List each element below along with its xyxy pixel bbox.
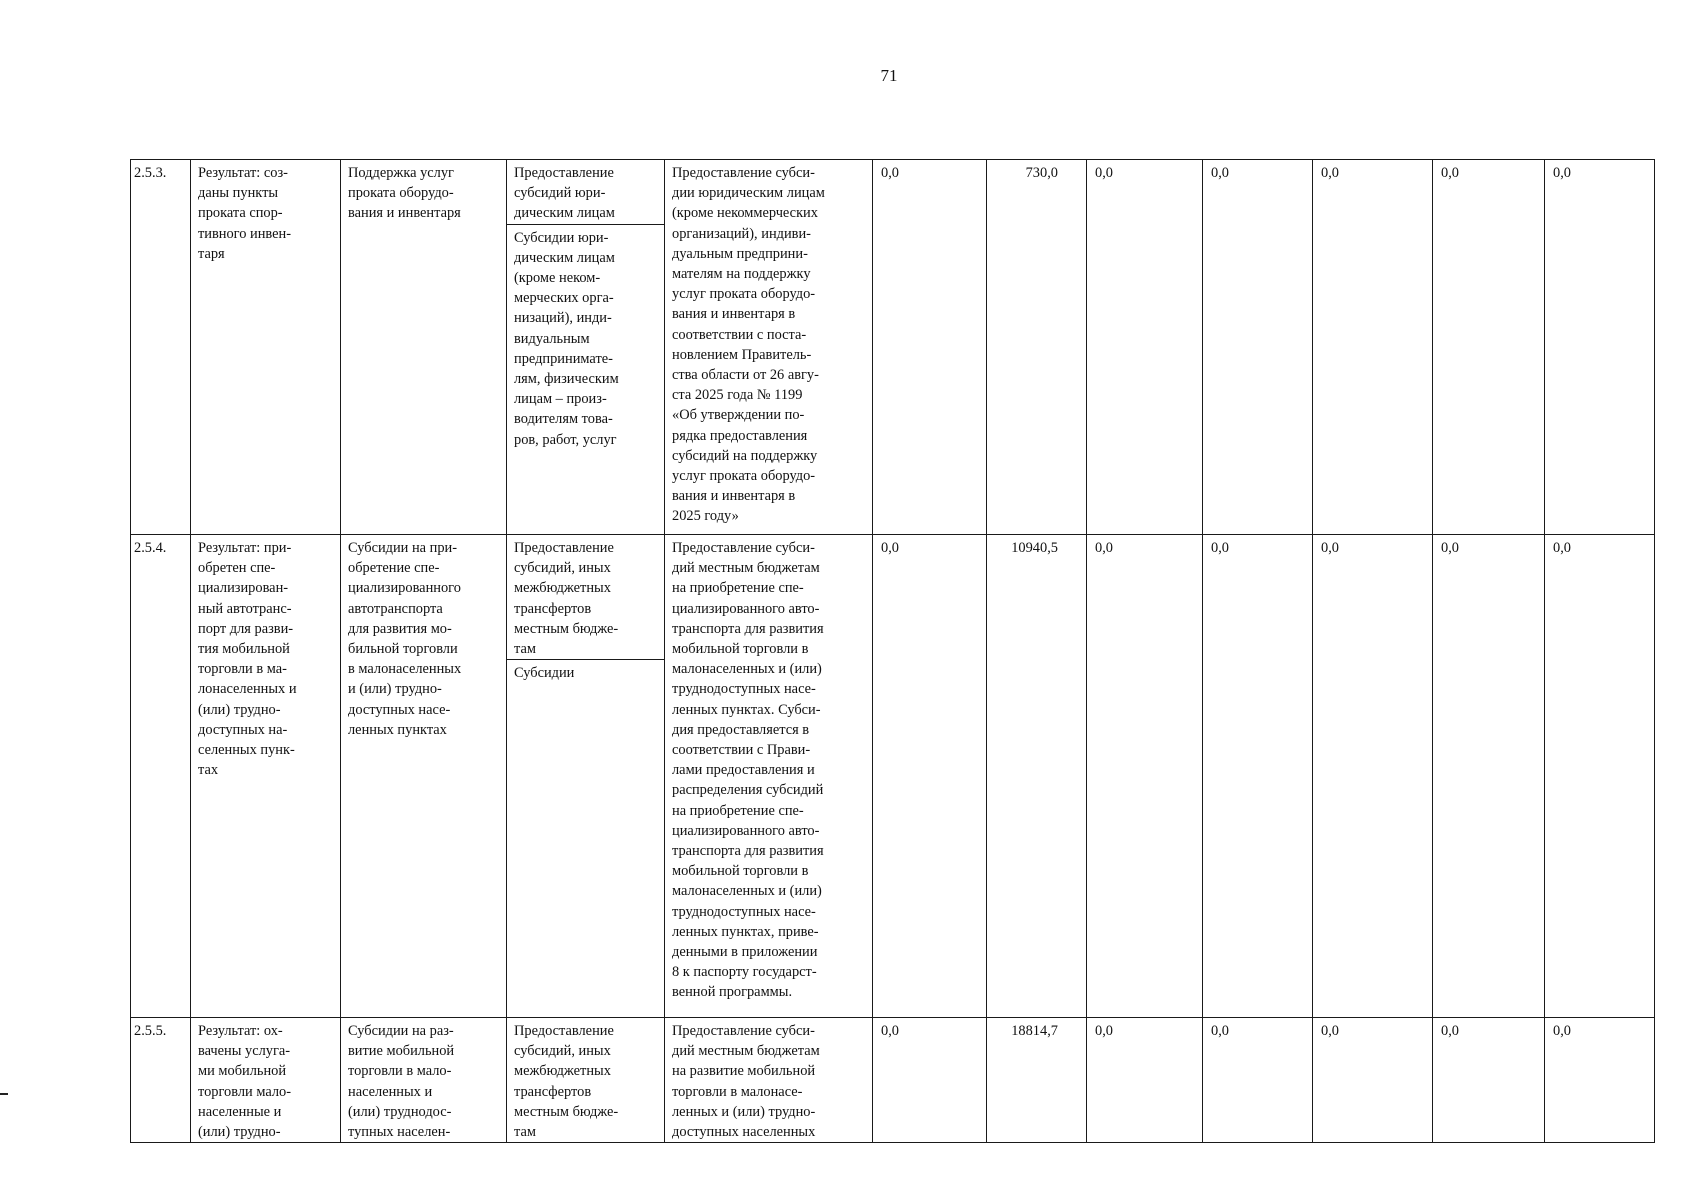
description-text-line: циализированного авто- xyxy=(672,822,820,839)
description-cell xyxy=(665,1018,873,1143)
description-text-line: рядка предоставления xyxy=(672,427,808,444)
measure-text-line: (или) труднодос- xyxy=(348,1103,452,1120)
measure-subtype-line: низаций), инди- xyxy=(514,310,612,327)
measure-text-line: Субсидии на при- xyxy=(348,540,458,556)
measure-text-line: и (или) трудно- xyxy=(348,681,442,698)
table-row xyxy=(131,1018,1655,1143)
page-number: 71 xyxy=(880,66,898,85)
funding-value-cell: 18814,7 xyxy=(987,1018,1087,1143)
funding-value-cell: 0,0 xyxy=(1087,535,1203,1018)
row-number-cell: 2.5.3. xyxy=(131,160,191,535)
funding-value-cell: 0,0 xyxy=(1087,160,1203,535)
margin-mark xyxy=(0,1093,8,1095)
table-body xyxy=(131,160,1655,1143)
description-text-line: ства области от 26 авгу- xyxy=(672,367,819,384)
measure-type-line: трансфертов xyxy=(514,1083,592,1100)
description-text-line: труднодоступных насе- xyxy=(672,903,816,920)
description-text-line: «Об утверждении по- xyxy=(672,407,805,424)
measure-type-cell xyxy=(507,160,665,535)
result-text-line: тия мобильной xyxy=(198,641,290,658)
description-text-line: соответствии с Прави- xyxy=(672,742,811,759)
description-text-line: новлением Правитель- xyxy=(672,346,812,363)
description-text-line: мобильной торговли в xyxy=(672,641,809,658)
measure-subtype-text xyxy=(507,659,665,683)
result-cell xyxy=(191,1018,341,1143)
measure-text-line: автотранспорта xyxy=(348,600,443,617)
description-text-line: транспорта для развития xyxy=(672,620,824,637)
description-text-line: ста 2025 года № 1199 xyxy=(672,387,803,404)
result-text-line: населенные и xyxy=(198,1103,282,1120)
measure-text-line: проката оборудо- xyxy=(348,185,454,202)
description-text-line: мателям на поддержку xyxy=(672,266,811,283)
funding-value-cell: 0,0 xyxy=(1433,535,1545,1018)
row-number-cell: 2.5.5. xyxy=(131,1018,191,1143)
measure-subtype-text xyxy=(507,224,665,450)
measure-subtype-line: лям, физическим xyxy=(514,371,619,388)
measure-type-line: межбюджетных xyxy=(514,580,611,597)
measure-subtype-line: ров, работ, услуг xyxy=(514,431,617,448)
measure-text-line: для развития мо- xyxy=(348,620,452,637)
measure-text-line: торговли в мало- xyxy=(348,1063,452,1080)
funding-value-cell: 0,0 xyxy=(1313,1018,1433,1143)
funding-value-cell: 0,0 xyxy=(1433,1018,1545,1143)
measure-cell xyxy=(341,160,507,535)
funding-value-cell: 0,0 xyxy=(1203,535,1313,1018)
measure-cell xyxy=(341,535,507,1018)
measure-text-line: населенных и xyxy=(348,1083,433,1100)
result-text-line: даны пункты xyxy=(198,185,279,202)
description-text-line: ленных пунктах, приве- xyxy=(672,923,819,940)
measure-type-text xyxy=(507,535,664,659)
description-text-line: малонаселенных и (или) xyxy=(672,883,822,900)
funding-value-cell: 0,0 xyxy=(873,535,987,1018)
measure-type-line: местным бюдже- xyxy=(514,1103,619,1120)
measure-type-line: Предоставление xyxy=(514,540,614,556)
measure-text-line: Поддержка услуг xyxy=(348,165,454,181)
description-text-line: лами предоставления и xyxy=(672,762,815,779)
result-text-line: тах xyxy=(198,762,219,779)
description-text-line: дия предоставляется в xyxy=(672,721,810,738)
measure-type-line: местным бюдже- xyxy=(514,620,619,637)
funding-value-cell: 0,0 xyxy=(1433,160,1545,535)
result-text-line: доступных на- xyxy=(198,721,288,738)
result-text-line: ми мобильной xyxy=(198,1063,287,1080)
measure-type-text xyxy=(507,1018,664,1142)
funding-value-cell: 0,0 xyxy=(873,1018,987,1143)
measure-type-line: субсидий, иных xyxy=(514,1043,611,1060)
measure-type-line: субсидий, иных xyxy=(514,560,611,577)
description-text-line: услуг проката оборудо- xyxy=(672,468,816,485)
description-text-line: Предоставление субси- xyxy=(672,165,815,181)
measure-type-line: дическим лицам xyxy=(514,205,615,222)
measure-text-line: бильной торговли xyxy=(348,641,458,658)
result-text-line: (или) трудно- xyxy=(198,1124,281,1141)
funding-value-cell: 0,0 xyxy=(1313,160,1433,535)
measure-subtype-line: мерческих орга- xyxy=(514,290,614,307)
funding-value-cell: 730,0 xyxy=(987,160,1087,535)
result-text-line: обретен спе- xyxy=(198,560,276,577)
result-text-line: проката спор- xyxy=(198,205,283,222)
description-text-line: малонаселенных и (или) xyxy=(672,661,822,678)
measure-type-cell xyxy=(507,535,665,1018)
description-text-line: субсидий на поддержку xyxy=(672,447,818,464)
description-text-line: ленных пунктах. Субси- xyxy=(672,701,821,718)
description-text-line: на приобретение спе- xyxy=(672,580,804,597)
description-text-line: мобильной торговли в xyxy=(672,863,809,880)
description-text-line: циализированного авто- xyxy=(672,600,820,617)
description-text-line: транспорта для развития xyxy=(672,843,824,860)
measure-cell xyxy=(341,1018,507,1143)
result-text-line: торговли в ма- xyxy=(198,661,287,678)
measure-subtype-line: лицам – произ- xyxy=(514,391,607,408)
result-text-line: вачены услуга- xyxy=(198,1043,291,1060)
description-text-line: ленных и (или) трудно- xyxy=(672,1103,816,1120)
funding-value-cell: 10940,5 xyxy=(987,535,1087,1018)
funding-value-cell: 0,0 xyxy=(873,160,987,535)
measure-text-line: доступных насе- xyxy=(348,701,451,718)
description-text-line: Предоставление субси- xyxy=(672,540,815,556)
description-text-line: венной программы. xyxy=(672,984,793,1001)
measure-type-line: Предоставление xyxy=(514,165,614,181)
result-text-line: Результат: соз- xyxy=(198,165,288,181)
result-text-line: торговли мало- xyxy=(198,1083,292,1100)
funding-value-cell: 0,0 xyxy=(1545,535,1655,1018)
measure-text-line: вания и инвентаря xyxy=(348,205,461,222)
description-text-line: труднодоступных насе- xyxy=(672,681,816,698)
result-text-line: ный автотранс- xyxy=(198,600,292,617)
measure-subtype-line: Субсидии юри- xyxy=(514,229,609,246)
description-text-line: дий местным бюджетам xyxy=(672,1043,820,1060)
funding-value-cell: 0,0 xyxy=(1313,535,1433,1018)
result-cell xyxy=(191,160,341,535)
funding-value-cell: 0,0 xyxy=(1203,1018,1313,1143)
measure-type-line: межбюджетных xyxy=(514,1063,611,1080)
result-text-line: лонаселенных и xyxy=(198,681,297,698)
description-text-line: организаций), индиви- xyxy=(672,225,811,242)
description-text-line: торговли в малонасе- xyxy=(672,1083,803,1100)
table-row xyxy=(131,535,1655,1018)
description-text-line: распределения субсидий xyxy=(672,782,824,799)
description-text-line: на развитие мобильной xyxy=(672,1063,816,1080)
result-cell xyxy=(191,535,341,1018)
measure-type-line: Предоставление xyxy=(514,1023,614,1039)
measure-type-text xyxy=(507,160,664,224)
result-text-line: циализирован- xyxy=(198,580,289,597)
funding-value-cell: 0,0 xyxy=(1545,160,1655,535)
description-text-line: (кроме некоммерческих xyxy=(672,205,818,222)
measure-type-cell xyxy=(507,1018,665,1143)
description-cell xyxy=(665,160,873,535)
measure-subtype-line: видуальным xyxy=(514,330,590,347)
budget-table xyxy=(130,159,1655,1143)
description-text-line: дий местным бюджетам xyxy=(672,560,820,577)
description-text-line: вания и инвентаря в xyxy=(672,306,796,323)
result-text-line: селенных пунк- xyxy=(198,742,295,759)
measure-subtype-line: Субсидии xyxy=(514,665,575,682)
measure-subtype-line: водителям това- xyxy=(514,411,613,428)
description-text-line: 2025 году» xyxy=(672,508,739,525)
description-text-line: дии юридическим лицам xyxy=(672,185,825,202)
measure-text-line: тупных населен- xyxy=(348,1124,451,1141)
funding-value-cell: 0,0 xyxy=(1087,1018,1203,1143)
result-text-line: Результат: при- xyxy=(198,540,292,556)
measure-subtype-line: предпринимате- xyxy=(514,350,613,367)
measure-text-line: обретение спе- xyxy=(348,560,440,577)
description-text-line: соответствии с поста- xyxy=(672,326,807,343)
description-text-line: 8 к паспорту государст- xyxy=(672,964,817,981)
measure-subtype-line: дическим лицам xyxy=(514,249,615,266)
measure-subtype-line: (кроме неком- xyxy=(514,270,601,287)
measure-text-line: в малонаселенных xyxy=(348,661,462,678)
measure-type-line: субсидий юри- xyxy=(514,185,606,202)
funding-value-cell: 0,0 xyxy=(1203,160,1313,535)
measure-type-line: трансфертов xyxy=(514,600,592,617)
description-cell xyxy=(665,535,873,1018)
result-text-line: порт для разви- xyxy=(198,620,294,637)
result-text-line: (или) трудно- xyxy=(198,701,281,718)
measure-text-line: Субсидии на раз- xyxy=(348,1023,454,1039)
description-text-line: на приобретение спе- xyxy=(672,802,804,819)
description-text-line: услуг проката оборудо- xyxy=(672,286,816,303)
measure-type-line: там xyxy=(514,641,536,658)
measure-text-line: ленных пунктах xyxy=(348,721,447,738)
funding-value-cell: 0,0 xyxy=(1545,1018,1655,1143)
measure-text-line: витие мобильной xyxy=(348,1043,455,1060)
description-text-line: денными в приложении xyxy=(672,944,818,961)
result-text-line: тивного инвен- xyxy=(198,225,292,242)
row-number-cell: 2.5.4. xyxy=(131,535,191,1018)
measure-type-line: там xyxy=(514,1124,536,1141)
measure-text-line: циализированного xyxy=(348,580,461,597)
result-text-line: таря xyxy=(198,245,225,262)
description-text-line: Предоставление субси- xyxy=(672,1023,815,1039)
result-text-line: Результат: ох- xyxy=(198,1023,283,1039)
description-text-line: дуальным предприни- xyxy=(672,245,808,262)
table-row xyxy=(131,160,1655,535)
description-text-line: доступных населенных xyxy=(672,1124,816,1141)
description-text-line: вания и инвентаря в xyxy=(672,488,796,505)
